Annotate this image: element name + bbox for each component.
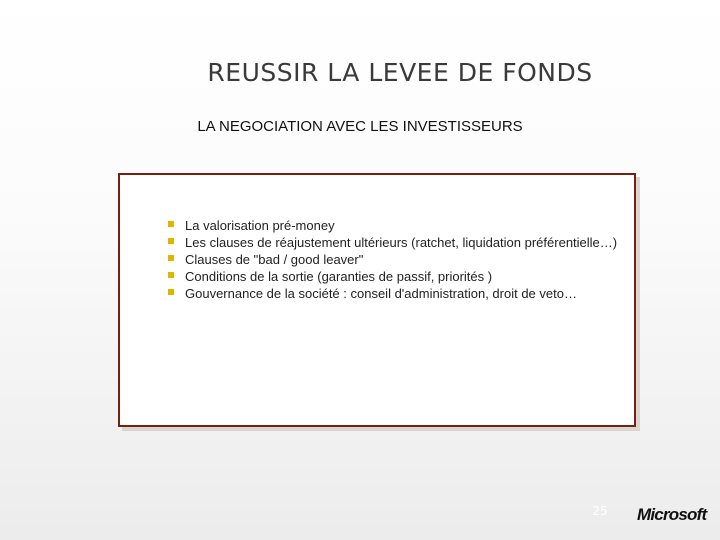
bullet-item: Les clauses de réajustement ultérieurs (ratchet, liquidation préférentielle…) bbox=[168, 234, 628, 251]
slide-subtitle: LA NEGOCIATION AVEC LES INVESTISSEURS bbox=[197, 118, 523, 135]
bullet-item: Clauses de "bad / good leaver" bbox=[168, 251, 628, 268]
microsoft-logo: Microsoft bbox=[637, 505, 707, 524]
bullet-list bbox=[168, 217, 628, 302]
slide-title: REUSSIR LA LEVEE DE FONDS bbox=[207, 58, 593, 87]
bullet-item: Conditions de la sortie (garanties de passif, priorités ) bbox=[168, 268, 628, 285]
bullet-item: La valorisation pré-money bbox=[168, 217, 628, 234]
page-number: 25 bbox=[592, 504, 608, 518]
bullet-item: Gouvernance de la société : conseil d'administration, droit de veto… bbox=[168, 285, 628, 302]
